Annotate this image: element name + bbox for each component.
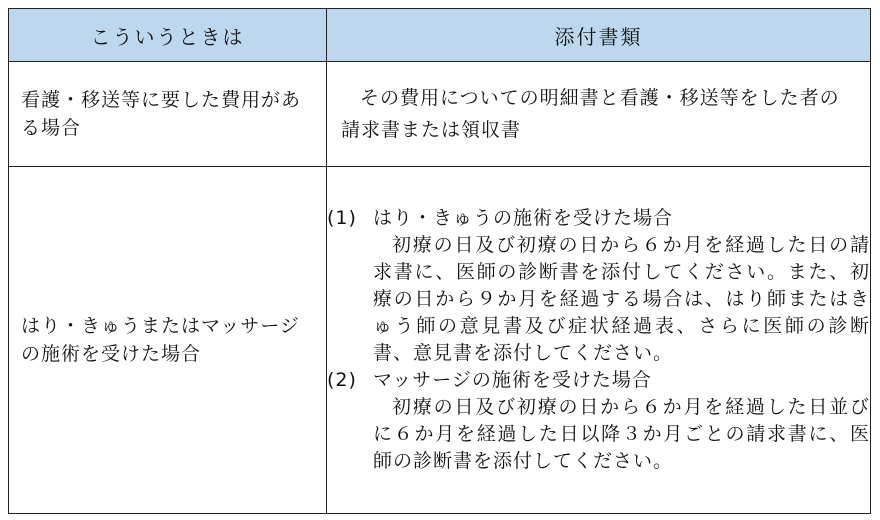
list-item-body: 初療の日及び初療の日から６か月を経過した日の請求書に、医師の診断書を添付してください。また、初療の日から９か月を経過する場合は、はり師またはきゅう師の意見書及び症状経過表、さらに医師の診断書、意見書を添付してください。 <box>373 234 870 364</box>
list-item-heading: マッサージの施術を受けた場合 <box>373 369 652 391</box>
list-item-body: 初療の日及び初療の日から６か月を経過した日並びに６か月を経過した日以降３か月ごとの請求書に、医師の診断書を添付してください。 <box>373 396 870 472</box>
list-item-number: (2) <box>327 369 357 391</box>
attachment-documents-table <box>8 8 871 514</box>
header-attachments: 添付書類 <box>327 9 871 62</box>
table-row <box>9 62 871 167</box>
attachment-text: その費用についての明細書と看護・移送等をした者の請求書または領収書 <box>341 87 840 141</box>
list-item-number: (1) <box>327 207 357 229</box>
list-item <box>327 367 870 475</box>
table-row <box>9 167 871 514</box>
list-item-heading: はり・きゅうの施術を受けた場合 <box>373 207 674 229</box>
situation-text: はり・きゅうまたはマッサージの施術を受けた場合 <box>21 315 300 365</box>
header-situation: こういうときは <box>9 9 327 62</box>
row-attachment-cell <box>327 167 871 514</box>
list-item-heading-line <box>327 205 870 232</box>
situation-text: 看護・移送等に要した費用がある場合 <box>21 89 302 139</box>
list-item-heading-line <box>327 367 870 394</box>
row-situation-cell <box>9 62 327 167</box>
table-header-row <box>9 9 871 62</box>
row-situation-cell <box>9 167 327 514</box>
row-attachment-cell <box>327 62 871 167</box>
list-item <box>327 205 870 367</box>
